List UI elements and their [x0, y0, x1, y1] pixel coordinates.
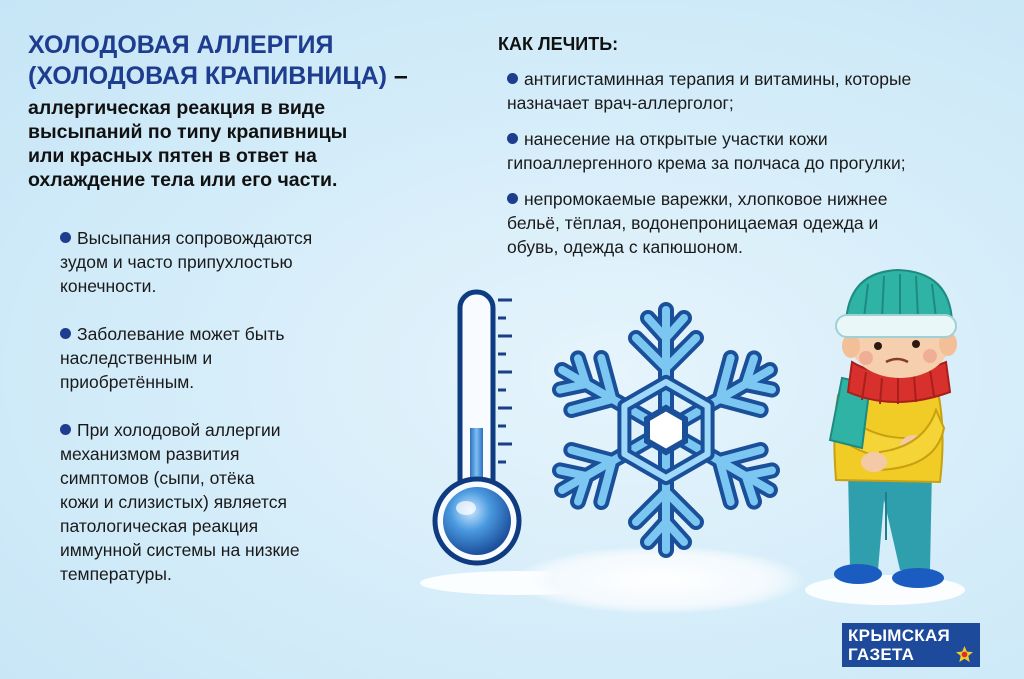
emblem-icon — [955, 645, 974, 664]
treatment-heading: КАК ЛЕЧИТЬ: — [498, 34, 619, 54]
treatment-item: непромокаемые варежки, хлопковое нижнее бельё, тёплая, водонепроницаемая одежда и обувь, одежда с капюшоном. — [507, 189, 888, 257]
treatment-item: антигистаминная терапия и витамины, которые назначает врач-аллерголог; — [507, 69, 912, 113]
title-line-1: ХОЛОДОВАЯ АЛЛЕРГИЯ — [28, 31, 334, 59]
brand-logo — [842, 623, 980, 667]
definition-text: аллергическая реакция в виде высыпаний по типу крапивницы или красных пятен в ответ на охлаждение тела или его части. — [28, 97, 348, 191]
fact-item: Высыпания сопровождаются зудом и часто припухлостью конечности. — [60, 228, 313, 296]
snowflake-icon — [547, 310, 785, 550]
treatment-item: нанесение на открытые участки кожи гипоаллергенного крема за полчаса до прогулки; — [507, 129, 906, 173]
title-dash: – — [386, 62, 408, 90]
title-line-2: (ХОЛОДОВАЯ КРАПИВНИЦА) — [28, 62, 387, 90]
thermometer-icon — [435, 292, 519, 563]
logo-text-line-1: КРЫМСКАЯ — [848, 626, 951, 645]
cold-child-icon — [830, 270, 957, 588]
logo-text-line-2: ГАЗЕТА — [848, 645, 915, 664]
fact-item: При холодовой аллергии механизмом развития симптомов (сыпи, отёка кожи и слизистых) является патологическая реакция иммунной системы на низкие температуры. — [60, 420, 300, 584]
fact-item: Заболевание может быть наследственным и приобретённым. — [60, 324, 285, 392]
